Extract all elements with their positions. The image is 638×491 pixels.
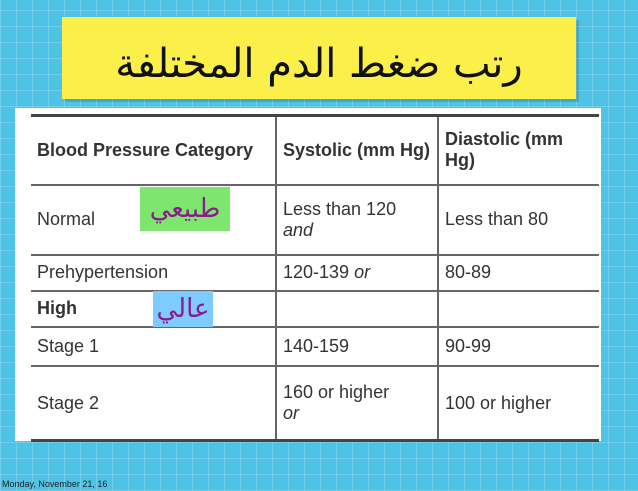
cell-systolic-value: 120-139 (283, 262, 350, 283)
cell-systolic-connector: or (354, 262, 371, 283)
cell-systolic (276, 366, 438, 439)
cell-systolic (276, 185, 438, 256)
table-row (31, 185, 599, 256)
table-row (31, 291, 599, 327)
cell-diastolic: 80-89 (438, 255, 599, 290)
title-banner (62, 17, 576, 99)
cell-systolic: 140-159 (276, 327, 438, 366)
header-systolic: Systolic (mm Hg) (276, 117, 438, 185)
cell-systolic (276, 291, 438, 327)
cell-category: Stage 2 (37, 392, 100, 413)
blood-pressure-table (31, 117, 599, 439)
table-row (31, 327, 599, 366)
cell-systolic-value: 160 or higher (283, 382, 390, 403)
cell-systolic-value: Less than 120 (283, 198, 397, 219)
table-row (31, 255, 599, 290)
header-category: Blood Pressure Category (31, 117, 276, 185)
cell-diastolic: 90-99 (438, 327, 599, 366)
cell-diastolic (438, 291, 599, 327)
slide-date-footer: Monday, November 21, 16 (2, 479, 108, 489)
cell-category: Normal (31, 185, 276, 256)
slide-title: رتب ضغط الدم المختلفة (115, 41, 523, 87)
high-annotation: عالي (153, 291, 213, 327)
blood-pressure-table-frame (31, 114, 599, 442)
cell-systolic (276, 255, 438, 290)
cell-category: High (31, 291, 276, 327)
table-header-row (31, 117, 599, 185)
cell-diastolic: Less than 80 (438, 185, 599, 256)
cell-diastolic: 100 or higher (438, 366, 599, 439)
header-diastolic: Diastolic (mm Hg) (438, 117, 599, 185)
cell-systolic-connector: and (283, 219, 314, 240)
cell-category: Stage 1 (31, 327, 276, 366)
cell-systolic-connector: or (283, 403, 300, 424)
table-panel (15, 108, 601, 441)
cell-category: Prehypertension (31, 255, 276, 290)
table-row (31, 366, 599, 439)
normal-annotation: طبيعي (140, 187, 230, 231)
